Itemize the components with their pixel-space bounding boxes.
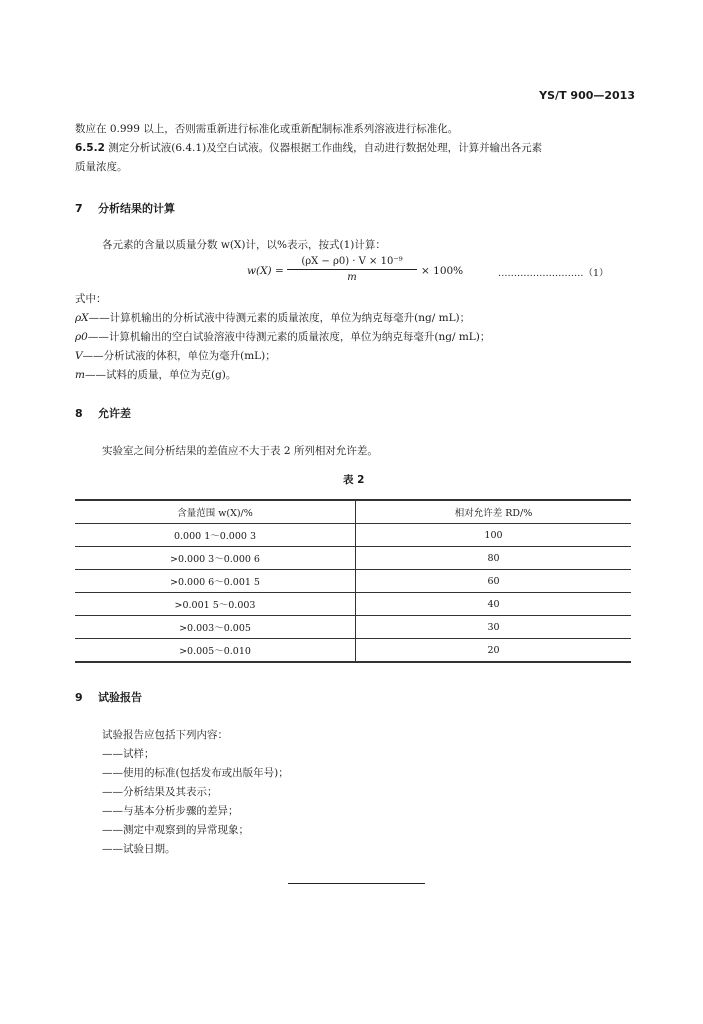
section-8-heading <box>75 405 131 421</box>
fraction-bar <box>287 269 417 270</box>
list-item: ——与基本分析步骤的差异； <box>102 805 239 817</box>
section-9-intro: 试验报告应包括下列内容： <box>102 729 228 741</box>
table-cell: >0.003～0.005 <box>75 616 356 639</box>
table-cell: 100 <box>356 524 632 547</box>
clause-text-cont: 质量浓度。 <box>75 161 128 173</box>
paragraph-continuation: 数应在 0.999 以上，否则需重新进行标准化或重新配制标准系列溶液进行标准化。 <box>75 123 459 135</box>
equation-number: ………………………（1） <box>498 268 609 279</box>
clause-6-5-2 <box>75 140 542 155</box>
clause-text: 测定分析试液(6.4.1)及空白试液。仪器根据工作曲线，自动进行数据处理，计算并输出各元素 <box>108 142 543 154</box>
table-cell: 40 <box>356 593 632 616</box>
section-number: 7 <box>75 202 83 215</box>
symbol: ρ0 <box>75 331 88 343</box>
formula-fraction <box>287 256 417 283</box>
allowable-difference-table <box>75 499 631 663</box>
table-row <box>75 524 631 547</box>
table-cell: 30 <box>356 616 632 639</box>
column-header: 含量范围 w(X)/% <box>75 500 356 524</box>
table-cell: >0.000 3～0.000 6 <box>75 547 356 570</box>
table-row <box>75 547 631 570</box>
definition-text: ——试料的质量，单位为克(g)。 <box>84 369 237 381</box>
column-header: 相对允许差 RD/% <box>356 500 632 524</box>
section-9-heading <box>75 689 142 705</box>
table-cell: 60 <box>356 570 632 593</box>
list-item: ——试样； <box>102 748 155 760</box>
formula-numerator: (ρX − ρ0) · V × 10⁻⁹ <box>301 256 403 267</box>
definition-rho-x <box>75 310 470 325</box>
section-title: 允许差 <box>97 407 131 420</box>
section-title: 试验报告 <box>97 691 142 704</box>
where-label: 式中： <box>75 293 107 305</box>
table-cell: >0.001 5～0.003 <box>75 593 356 616</box>
table-row <box>75 593 631 616</box>
clause-number: 6.5.2 <box>75 142 105 154</box>
section-8-text: 实验室之间分析结果的差值应不大于表 2 所列相对允许差。 <box>102 445 378 457</box>
formula-times: × 100% <box>421 265 464 277</box>
section-number: 9 <box>75 691 83 704</box>
formula-denominator: m <box>347 272 357 283</box>
table-row <box>75 570 631 593</box>
section-number: 8 <box>75 407 83 420</box>
table-cell: >0.005～0.010 <box>75 639 356 663</box>
definition-v <box>75 348 276 363</box>
list-item: ——试验日期。 <box>102 843 176 855</box>
definition-text: ——计算机输出的空白试验溶液中待测元素的质量浓度，单位为纳克每毫升(ng/ mL)； <box>87 331 491 343</box>
definition-m <box>75 367 236 382</box>
symbol: ρX <box>75 312 89 324</box>
definition-text: ——分析试液的体积，单位为毫升(mL)； <box>82 350 276 362</box>
section-7-heading <box>75 200 175 216</box>
list-item: ——测定中观察到的异常现象； <box>102 824 249 836</box>
table-cell: 80 <box>356 547 632 570</box>
list-item: ——分析结果及其表示； <box>102 786 218 798</box>
end-of-document-line <box>288 883 425 884</box>
table-title: 表 2 <box>343 474 365 486</box>
table-row <box>75 616 631 639</box>
table-cell: 20 <box>356 639 632 663</box>
list-item: ——使用的标准(包括发布或出版年号)； <box>102 767 289 779</box>
table-header-row <box>75 500 631 524</box>
table-cell: >0.000 6～0.001 5 <box>75 570 356 593</box>
symbol: m <box>75 369 85 381</box>
definition-rho-0 <box>75 329 490 344</box>
standard-number: YS/T 900—2013 <box>539 89 635 102</box>
section-7-intro: 各元素的含量以质量分数 w(X)计，以%表示，按式(1)计算： <box>102 239 386 251</box>
symbol: V <box>75 350 83 362</box>
definition-text: ——计算机输出的分析试液中待测元素的质量浓度，单位为纳克每毫升(ng/ mL)； <box>88 312 471 324</box>
section-title: 分析结果的计算 <box>97 202 175 215</box>
formula-lhs: w(X) = <box>247 265 284 277</box>
table-row <box>75 639 631 663</box>
table-cell: 0.000 1～0.000 3 <box>75 524 356 547</box>
